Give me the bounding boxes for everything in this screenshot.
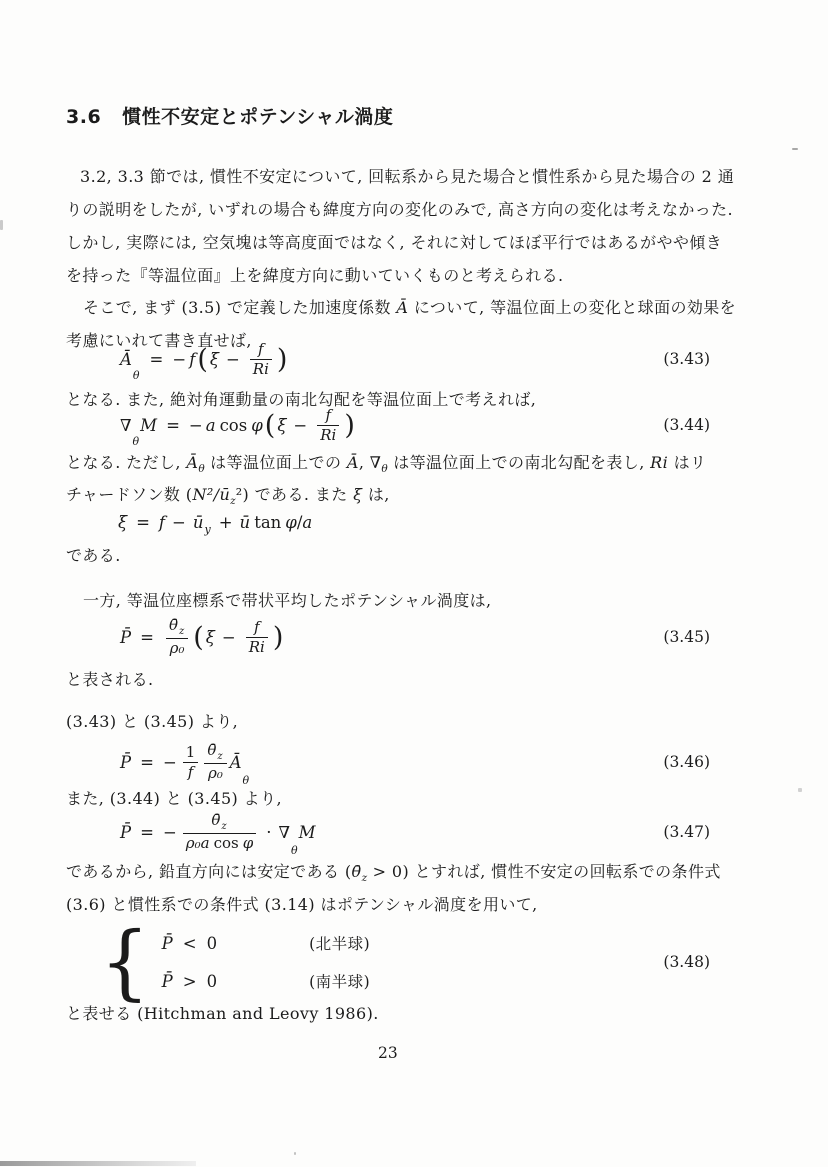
- math-richardson-number: N²/ū: [192, 485, 231, 504]
- paragraph-line: である.: [66, 546, 121, 565]
- math-var-Ri: Ri: [650, 453, 669, 472]
- nabla-operator: ∇: [278, 822, 290, 842]
- math-var-M: M: [298, 822, 316, 842]
- page-number: 23: [378, 1044, 398, 1062]
- minus-sign: −: [221, 627, 236, 647]
- fraction: [166, 616, 188, 658]
- section-number: 3.6: [66, 106, 102, 128]
- math-var-rho0: ρ₀: [185, 834, 201, 853]
- section-heading: [66, 102, 393, 129]
- scan-artifact: [792, 148, 798, 150]
- plus-sign: +: [218, 512, 233, 532]
- math-subscript: θ: [198, 463, 205, 476]
- scan-artifact: [798, 788, 802, 792]
- math-var-f: f: [158, 512, 166, 532]
- equation-number: (3.45): [663, 628, 710, 646]
- fraction-denominator: ρ₀: [208, 764, 223, 783]
- paragraph-line: [66, 861, 721, 889]
- fraction-numerator: f: [250, 340, 272, 360]
- fraction: [317, 406, 339, 445]
- paragraph-line: りの説明をしたが, いずれの場合も緯度方向の変化のみで, 高さ方向の変化は考えなかった.: [66, 200, 734, 219]
- math-var-P-bar: P̄: [120, 822, 132, 842]
- math-var-xi: ξ: [209, 349, 219, 369]
- math-var-a: a: [302, 512, 313, 532]
- case-label: (南半球): [309, 973, 371, 991]
- cos-function: cos: [213, 834, 239, 853]
- greater-than-sign: >: [182, 972, 197, 991]
- left-paren: (: [193, 621, 204, 653]
- fraction: [183, 811, 256, 853]
- text-run: ,: [358, 453, 370, 472]
- equals-sign: =: [140, 822, 154, 842]
- math-var-phi: φ: [285, 512, 297, 532]
- math-var-M: M: [140, 415, 158, 435]
- fraction-denominator: [183, 834, 256, 853]
- fraction-denominator: ρ₀: [169, 639, 185, 658]
- scan-artifact: [0, 220, 3, 230]
- equals-sign: =: [149, 349, 164, 369]
- math-var-theta-bar: θ̄: [168, 615, 178, 634]
- equation-xi-definition: [0, 508, 828, 536]
- nabla-operator: ∇: [120, 415, 132, 435]
- equation-3-44: [0, 402, 828, 448]
- math-var-theta-bar: θ̄: [211, 810, 221, 829]
- math-subscript: z: [230, 495, 236, 508]
- tan-function: tan: [254, 512, 282, 532]
- fraction-numerator: [166, 616, 188, 640]
- math-zero: 0: [206, 934, 218, 953]
- paragraph-line: しかし, 実際には, 空気塊は等高度面ではなく, それに対してほぼ平行ではあるがやや傾き: [66, 233, 723, 252]
- equation-3-47: [0, 807, 828, 857]
- math-subscript: z: [361, 872, 368, 885]
- math-var-A-bar: Ā: [346, 453, 359, 472]
- fraction: [246, 618, 268, 657]
- minus-sign: −: [293, 415, 308, 435]
- equals-sign: =: [140, 627, 154, 647]
- math-subscript: z: [178, 625, 185, 637]
- math-var-theta-bar: θ̄: [351, 862, 362, 881]
- equals-sign: =: [136, 512, 150, 532]
- case-label: (北半球): [309, 935, 371, 953]
- math-subscript: z: [221, 820, 227, 832]
- left-paren: (: [264, 409, 276, 441]
- slash: /: [296, 512, 303, 532]
- math-var-a: a: [200, 834, 210, 853]
- fraction-numerator: f: [317, 406, 339, 426]
- math-var-f: f: [189, 349, 196, 369]
- text-run: は,: [362, 485, 390, 504]
- paragraph-line: (3.43) と (3.45) より,: [66, 712, 239, 731]
- math-var-A-bar: Ā: [396, 298, 409, 317]
- math-var-xi: ξ: [205, 627, 215, 647]
- text-run: はリ: [668, 453, 707, 472]
- equation-body: [120, 740, 250, 788]
- fraction-denominator: Ri: [252, 359, 269, 378]
- minus-sign: −: [162, 752, 177, 772]
- equation-body: [120, 339, 289, 383]
- math-var-a: a: [205, 415, 216, 435]
- math-var-phi: φ: [242, 834, 254, 853]
- math-subscript: z: [217, 750, 223, 762]
- math-var-u-bar: ū: [192, 512, 204, 532]
- fraction-numerator: f: [246, 618, 268, 638]
- paragraph-line: 一方, 等温位座標系で帯状平均したポテンシャル渦度は,: [83, 591, 492, 610]
- equals-sign: =: [140, 752, 154, 772]
- minus-sign: −: [172, 349, 187, 369]
- scan-artifact: [0, 1161, 196, 1166]
- math-var-phi: φ: [251, 415, 263, 435]
- equation-3-43: [0, 336, 828, 382]
- fraction: [183, 743, 199, 782]
- text-run: は等温位面上での: [204, 453, 347, 472]
- fraction-numerator: [183, 811, 256, 835]
- equation-number: (3.47): [663, 823, 710, 841]
- equals-sign: =: [166, 415, 180, 435]
- math-var-A-theta: Ā: [120, 349, 132, 369]
- math-subscript: θ: [242, 774, 250, 788]
- equation-number: (3.44): [663, 416, 710, 434]
- text-run: について, 等温位面上の変化と球面の効果を: [408, 298, 737, 317]
- left-paren: (: [197, 343, 208, 375]
- math-var-A-theta: Ā: [186, 453, 199, 472]
- math-var-xi: ξ: [277, 415, 287, 435]
- paragraph-line: 3.2, 3.3 節では, 慣性不安定について, 回転系から見た場合と慣性系から見た場合の 2 通: [80, 167, 735, 186]
- math-zero: 0: [206, 972, 218, 991]
- minus-sign: −: [188, 415, 203, 435]
- minus-sign: −: [162, 822, 177, 842]
- math-var-A-theta: Ā: [229, 752, 242, 772]
- right-paren: ): [276, 343, 288, 375]
- text-run: ²) である. また: [235, 485, 354, 504]
- right-paren: ): [272, 621, 284, 653]
- text-run: そこで, まず (3.5) で定義した加速度係数: [83, 298, 397, 317]
- equation-number: (3.48): [663, 953, 710, 971]
- text-run: であるから, 鉛直方向には安定である (: [66, 862, 352, 881]
- paragraph-line: と表される.: [66, 670, 154, 689]
- left-brace: {: [100, 914, 150, 1010]
- equation-body: [120, 405, 357, 449]
- nabla-operator: ∇: [369, 453, 382, 472]
- math-subscript: y: [204, 522, 211, 536]
- math-var-theta-bar: θ̄: [207, 740, 217, 759]
- right-paren: ): [344, 409, 355, 441]
- fraction-denominator: Ri: [320, 425, 337, 444]
- equation-3-45: [0, 612, 828, 662]
- math-var-P-bar: P̄: [120, 627, 132, 647]
- math-var-P-bar: P̄: [120, 752, 132, 772]
- fraction-denominator: Ri: [248, 637, 265, 656]
- math-var-xi: ξ: [118, 512, 128, 532]
- section-title: 慣性不安定とポテンシャル渦度: [122, 106, 394, 128]
- equation-number: (3.46): [663, 753, 710, 771]
- paragraph-line: [83, 297, 736, 319]
- fraction-denominator: f: [187, 762, 194, 781]
- math-var-u-bar: ū: [239, 512, 251, 532]
- text-run: となる. ただし,: [66, 453, 187, 472]
- math-var-P-bar: P̄: [161, 934, 173, 953]
- paragraph-line: と表せる (Hitchman and Leovy 1986).: [66, 1004, 379, 1023]
- math-subscript: θ: [381, 463, 388, 476]
- dot-operator: ·: [266, 822, 272, 842]
- scan-artifact: [294, 1152, 296, 1155]
- equation-body: [120, 616, 285, 658]
- math-var-P-bar: P̄: [161, 972, 173, 991]
- paragraph-line: [66, 452, 706, 480]
- paragraph-line: (3.6) と慣性系での条件式 (3.14) はポテンシャル渦度を用いて,: [66, 895, 538, 914]
- math-var-xi: ξ: [353, 485, 363, 504]
- minus-sign: −: [172, 512, 186, 532]
- text-run: > 0) とすれば, 慣性不安定の回転系での条件式: [367, 862, 721, 881]
- math-subscript: θ: [132, 435, 140, 449]
- equation-3-48: [0, 914, 828, 1010]
- equation-body: [118, 512, 313, 536]
- fraction-numerator: 1: [183, 743, 199, 763]
- equation-3-46: [0, 737, 828, 787]
- math-subscript: θ: [291, 844, 298, 858]
- paragraph-line: また, (3.44) と (3.45) より,: [66, 789, 282, 808]
- paragraph-line: を持った『等温位面』上を緯度方向に動いていくものと考えられる.: [66, 266, 564, 285]
- case-northern: [162, 932, 371, 954]
- equation-body: [120, 810, 316, 858]
- cases-block: [162, 932, 371, 992]
- text-run: チャードソン数 (: [66, 485, 193, 504]
- fraction-numerator: [204, 741, 226, 765]
- case-southern: [162, 970, 371, 992]
- text-run: は等温位面上での南北勾配を表し,: [387, 453, 651, 472]
- math-subscript: θ: [132, 369, 140, 383]
- equation-number: (3.43): [663, 350, 710, 368]
- paragraph-line: となる. また, 絶対角運動量の南北勾配を等温位面上で考えれば,: [66, 390, 537, 409]
- less-than-sign: <: [182, 934, 197, 953]
- paragraph-line: 考慮にいれて書き直せば,: [66, 331, 252, 350]
- fraction: [204, 741, 226, 783]
- minus-sign: −: [225, 349, 240, 369]
- fraction: [250, 340, 272, 379]
- cos-function: cos: [219, 415, 248, 435]
